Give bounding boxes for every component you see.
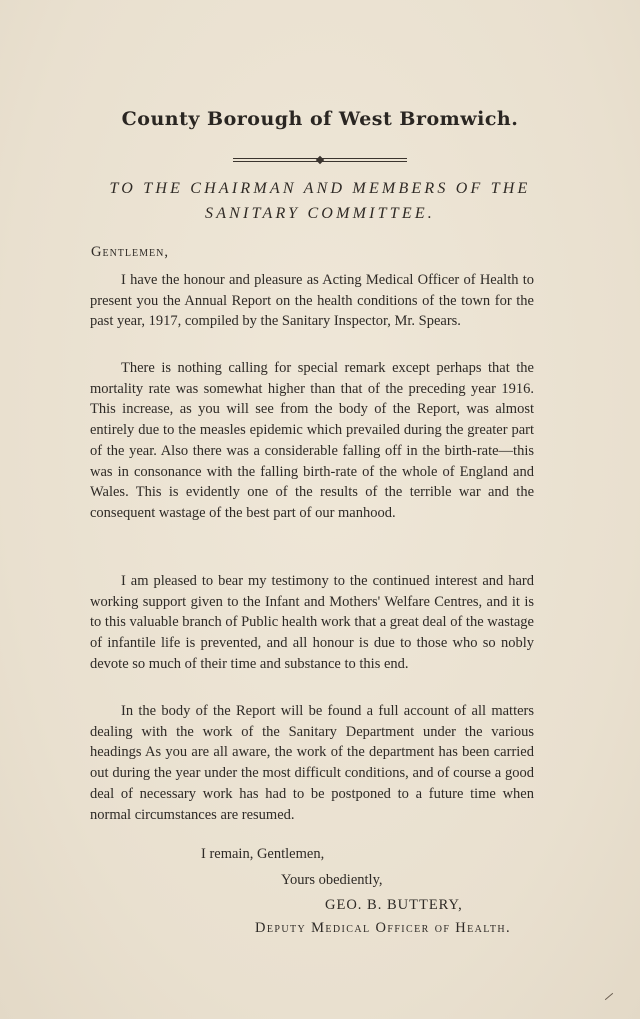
document-title: County Borough of West Bromwich.: [121, 108, 519, 130]
letter-paragraph-4: In the body of the Report will be found a full account of all matters dealing with the work of the Sanitary Department under the various headings As you are all aware, the work of the department has been carried out during the year under the most difficult conditions, and of course a good deal of necessary work has had to be postponed to a future time when normal circumstances are resumed.: [90, 703, 534, 823]
salutation: Gentlemen,: [91, 244, 169, 260]
signature-title: Deputy Medical Officer of Health.: [255, 920, 512, 936]
decorative-rule: [233, 158, 407, 163]
signature-name: GEO. B. BUTTERY,: [325, 897, 463, 913]
page-mark: [605, 993, 613, 1000]
address-line-1: TO THE CHAIRMAN AND MEMBERS OF THE: [109, 180, 531, 197]
address-line-2: SANITARY COMMITTEE.: [205, 205, 435, 222]
letter-paragraph-2: There is nothing calling for special remark except perhaps that the mortality rate was somewhat higher than that of the preceding year 1916. This increase, as you will see from the body of the Report, was almost entirely due to the measles epidemic which prevailed during the greater part of the year. Also there was a considerable falling off in the birth-rate—this was in consonance with the falling birth-rate of the whole of England and Wales. This is evidently one of the results of the terrible war and the consequent wastage of the best part of our manhood.: [90, 360, 534, 521]
letter-paragraph-3: I am pleased to bear my testimony to the continued interest and hard working support given to the Infant and Mothers' Welfare Centres, and it is to this valuable branch of Public health work that a great deal of the wastage of infantile life is prevented, and all honour is due to those who so nobly devote so much of their time and substance to this end.: [90, 573, 534, 672]
valediction: Yours obediently,: [281, 872, 383, 888]
closing-line: I remain, Gentlemen,: [201, 846, 325, 862]
letter-paragraph-1: I have the honour and pleasure as Acting Medical Officer of Health to present you the Annual Report on the health conditions of the town for the past year, 1917, compiled by the Sanitary Inspector, Mr. Spears.: [90, 272, 534, 330]
